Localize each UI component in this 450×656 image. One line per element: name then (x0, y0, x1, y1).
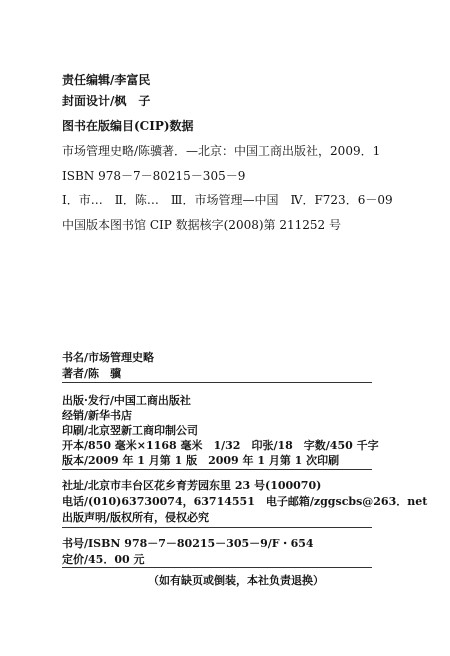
edition-line: 版本/2009 年 1 月第 1 版 2009 年 1 月第 1 次印刷 (62, 454, 340, 467)
phone-line: 电话/(010)63730074，63714551 电子邮箱/zggscbs@263．net (62, 495, 428, 508)
cip-heading: 图书在版编目(CIP)数据 (62, 119, 194, 133)
divider-rule (62, 469, 372, 470)
divider-rule (62, 567, 372, 568)
divider-rule (62, 382, 372, 383)
cip-isbn-line: ISBN 978－7－80215－305－9 (62, 169, 246, 183)
cip-title-line: 市场管理史略/陈骥著．—北京：中国工商出版社，2009．1 (62, 144, 381, 158)
cover-design-credit: 封面设计/枫 子 (62, 94, 151, 108)
publisher-line: 出版·发行/中国工商出版社 (62, 394, 191, 407)
distributor-line: 经销/新华书店 (62, 409, 133, 422)
rights-line: 出版声明/版权所有，侵权必究 (62, 511, 210, 524)
editor-credit: 责任编辑/李富民 (62, 73, 151, 87)
return-notice: （如有缺页或倒装，本社负责退换） (148, 574, 324, 587)
divider-rule (62, 527, 372, 528)
printer-line: 印刷/北京翌新工商印制公司 (62, 424, 199, 437)
price-line: 定价/45．00 元 (62, 553, 145, 566)
format-line: 开本/850 毫米×1168 毫米 1/32 印张/18 字数/450 千字 (62, 439, 379, 452)
address-line: 社址/北京市丰台区花乡育芳园东里 23 号(100070) (62, 479, 322, 492)
pricing-isbn-line: 书号/ISBN 978－7－80215－305－9/F・654 (62, 537, 314, 550)
author-line: 著者/陈 骥 (62, 367, 122, 380)
cip-subject-line: Ⅰ．市… Ⅱ．陈… Ⅲ．市场管理—中国 Ⅳ．F723．6－09 (62, 193, 393, 207)
book-title-line: 书名/市场管理史略 (62, 351, 155, 364)
cip-number-line: 中国版本图书馆 CIP 数据核字(2008)第 211252 号 (62, 218, 341, 232)
